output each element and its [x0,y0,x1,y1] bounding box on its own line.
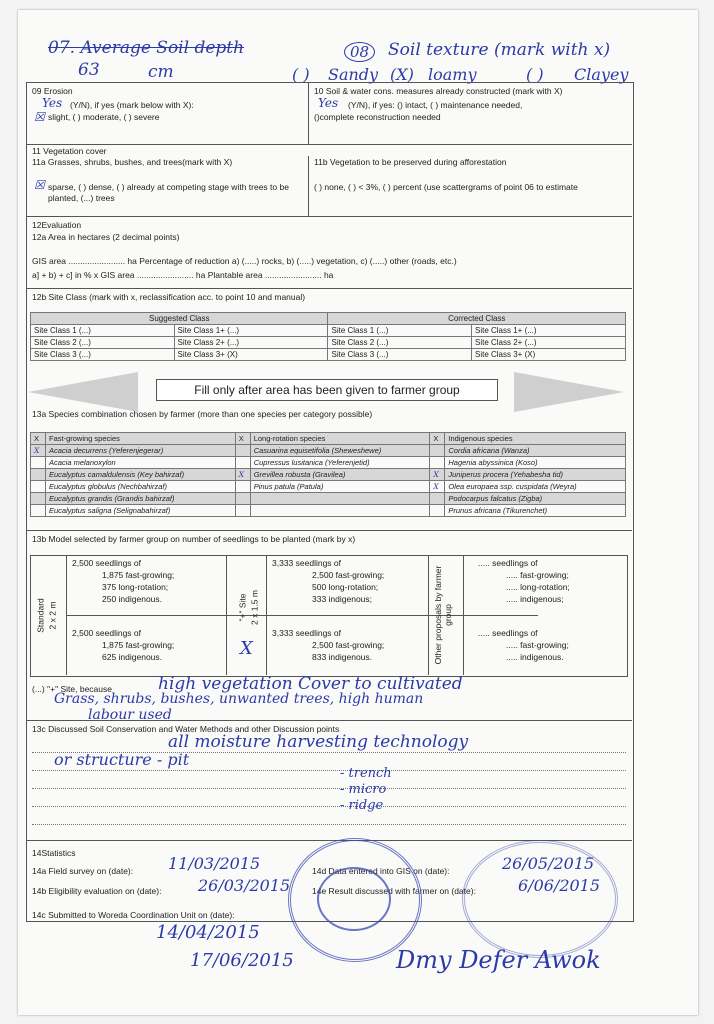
q08-label: Soil texture (mark with x) [388,40,611,60]
other-a-line: ..... long-rotation; [506,582,570,592]
loamy-option: loamy [428,65,477,84]
std-a-line: 375 long-rotation; [102,582,169,592]
q07-value: 63 [78,60,100,80]
q07-unit: cm [148,62,174,82]
species-cell [250,505,430,517]
species-cell: Juniperus procera (Yehabesha tid) [445,469,626,481]
other-b-line: ..... fast-growing; [506,640,569,650]
sparse-mark: ☒ [34,178,45,192]
result-discussed-date: 6/06/2015 [518,876,601,895]
soil-water-title: 10 Soil & water cons. measures already constructed (mark with X) [314,86,563,96]
vegetation-b-title: 11b Vegetation to be preserved during afforestation [314,157,507,167]
erosion-slight-mark: ☒ [34,110,45,124]
discussed-line4: - micro [340,782,387,797]
species-cell: Olea europaea ssp. cuspidata (Weyra) [445,481,626,493]
species-mark [31,493,46,505]
plus-a-line: 333 indigenous; [312,594,373,604]
plus-b-line: 833 indigenous. [312,652,373,662]
other-a-line: ..... fast-growing; [506,570,569,580]
site-class-cell: Site Class 2 (...) [328,337,472,349]
discussed-line5: - ridge [340,798,384,813]
plus-site-spacing: 2 x 1.5 m [249,590,260,625]
site-class-cell: Site Class 1+ (...) [174,325,328,337]
statistics-title: 14Statistics [32,848,76,858]
species-cell: Hagenia abyssinica (Koso) [445,457,626,469]
species-mark [235,445,250,457]
species-header: Long-rotation species [250,433,430,445]
q08-number: 08 [344,42,375,62]
species-mark [235,493,250,505]
site-class-cell: Site Class 3+ (X) [174,349,328,361]
species-mark [430,445,445,457]
site-class-table [30,312,626,361]
plus-site-because-text3: labour used [88,707,172,723]
species-cell: Eucalyptus grandis (Grandis bahirzaf) [46,493,236,505]
species-cell [250,493,430,505]
plus-b-line: 3,333 seedlings of [272,628,341,638]
other-b-line: ..... seedlings of [478,628,538,638]
discussed-title: 13c Discussed Soil Conservation and Water Methods and other Discussion points [32,724,340,734]
sandy-option: Sandy [328,65,379,84]
species-cell: Acacia melanoxylon [46,457,236,469]
site-class-cell: Site Class 1 (...) [328,325,472,337]
site-class-cell: Site Class 2 (...) [31,337,175,349]
discussed-line3: - trench [340,766,392,781]
other-proposals-label: Other proposals by farmer group [433,565,453,665]
plantable-area-line: a] + b) + c] in % x GIS area ........................ ha Plantable area ........................ ha [32,270,334,280]
std-b-line: 2,500 seedlings of [72,628,141,638]
footer-date-2: 17/06/2015 [190,950,294,971]
discussed-line2: or structure - pit [54,750,190,769]
plus-site-because-text: high vegetation Cover to cultivated [158,674,463,694]
soil-water-answer: Yes [318,96,339,110]
species-header: X [430,433,445,445]
species-mark [430,505,445,517]
vegetation-title: 11 Vegetation cover [32,146,107,156]
evaluation-title: 12Evaluation [32,220,82,230]
soil-water-line1: (Y/N), if yes: () intact, ( ) maintenance needed, [348,100,523,110]
plus-site-mark: X [240,638,253,659]
plus-b-line: 2,500 fast-growing; [312,640,385,650]
species-cell: Eucalyptus globulus (Nechbahirzaf) [46,481,236,493]
gis-entry-label: 14d Data entered into GIS on (date): [312,866,450,876]
species-mark [31,457,46,469]
species-mark [235,457,250,469]
std-a-line: 2,500 seedlings of [72,558,141,568]
species-header: X [235,433,250,445]
standard-label: Standard [35,598,46,633]
result-discussed-label: 14e Result discussed with farmer on (date): [312,886,476,896]
loamy-bracket: (X) [390,65,414,84]
eligibility-label: 14b Eligibility evaluation on (date): [32,886,162,896]
species-cell: Eucalyptus saligna (Selignabahirzaf) [46,505,236,517]
field-survey-label: 14a Field survey on (date): [32,866,134,876]
std-b-line: 1,875 fast-growing; [102,640,175,650]
vegetation-a-text: sparse, ( ) dense, ( ) already at competing stage with trees to be planted, (...) trees [48,182,289,203]
footer-date-1: 14/04/2015 [156,922,260,943]
plus-site-because-text2: Grass, shrubs, bushes, unwanted trees, high human [54,691,424,707]
species-mark [235,481,250,493]
plus-a-line: 500 long-rotation; [312,582,379,592]
other-b-line: ..... indigenous. [506,652,564,662]
species-mark: X [430,469,445,481]
species-header: Indigenous species [445,433,626,445]
banner-left-arrow [28,372,138,412]
site-class-cell: Site Class 3 (...) [328,349,472,361]
model-title: 13b Model selected by farmer group on number of seedlings to be planted (mark by x) [32,534,356,544]
species-cell: Prunus africana (Tikurenchet) [445,505,626,517]
species-mark: X [235,469,250,481]
field-survey-date: 11/03/2015 [168,854,261,873]
eligibility-date: 26/03/2015 [198,876,291,895]
species-mark [430,493,445,505]
species-cell: Pinus patula (Patula) [250,481,430,493]
species-mark: X [31,445,46,457]
soil-water-line2: ()complete reconstruction needed [314,112,441,122]
plus-site-label: "+" Site [237,593,248,622]
plus-site-because-label: (...) "+" Site, because [32,684,112,694]
official-stamp [288,838,422,962]
other-a-line: ..... seedlings of [478,558,538,568]
species-mark [430,457,445,469]
submitted-label: 14c Submitted to Woreda Coordination Unit on (date): [32,910,235,920]
gis-area-line: GIS area ........................ ha Percentage of reduction a) (.....) rocks, b) (.....) vegetation, c) (.....) other (roads, etc.) [32,256,457,266]
gis-entry-date: 26/05/2015 [502,854,595,873]
std-b-line: 625 indigenous. [102,652,163,662]
species-mark [31,505,46,517]
species-header: Fast-growing species [46,433,236,445]
species-header: X [31,433,46,445]
site-class-cell: Site Class 3 (...) [31,349,175,361]
site-class-cell: Site Class 1+ (...) [471,325,625,337]
suggested-class-header: Suggested Class [31,313,328,325]
erosion-line1: (Y/N), if yes (mark below with X): [70,100,194,110]
plus-a-line: 3,333 seedlings of [272,558,341,568]
vegetation-b-text: ( ) none, ( ) < 3%, ( ) percent (use scattergrams of point 06 to estimate [314,182,578,192]
clayey-bracket: ( ) [526,65,544,84]
banner-text: Fill only after area has been given to farmer group [156,379,498,401]
species-cell: Cupressus lusitanica (Yeferenjetid) [250,457,430,469]
official-stamp-secondary [462,840,618,958]
vegetation-a-title: 11a Grasses, shrubs, bushes, and trees(mark with X) [32,157,233,167]
species-mark [235,505,250,517]
banner-right-arrow [514,372,624,412]
site-class-title: 12b Site Class (mark with x, reclassification acc. to point 10 and manual) [32,292,306,302]
site-class-cell: Site Class 2+ (...) [174,337,328,349]
corrected-class-header: Corrected Class [328,313,626,325]
q07-label: 07. Average Soil depth [48,38,245,58]
species-mark [31,481,46,493]
clayey-option: Clayey [574,65,629,84]
species-title: 13a Species combination chosen by farmer (more than one species per category possible) [32,409,373,419]
species-table [30,432,626,517]
survey-form-page [18,10,698,1015]
discussed-line1: all moisture harvesting technology [168,732,469,752]
species-cell: Cordia africana (Wanza) [445,445,626,457]
evaluation-a-title: 12a Area in hectares (2 decimal points) [32,232,180,242]
species-cell: Eucalyptus camaldulensis (Key bahirzaf) [46,469,236,481]
erosion-line2: slight, ( ) moderate, ( ) severe [48,112,160,122]
std-a-line: 250 indigenous. [102,594,163,604]
site-class-cell: Site Class 2+ (...) [471,337,625,349]
sandy-bracket: ( ) [292,65,310,84]
std-a-line: 1,875 fast-growing; [102,570,175,580]
plus-a-line: 2,500 fast-growing; [312,570,385,580]
site-class-cell: Site Class 3+ (X) [471,349,625,361]
standard-spacing: 2 x 2 m [47,601,58,630]
erosion-answer: Yes [42,96,63,110]
species-cell: Podocarpus falcatus (Zigba) [445,493,626,505]
other-a-line: ..... indigenous; [506,594,564,604]
signature: Dmy Defer Awok [396,946,601,974]
species-cell: Acacia decurrens (Yeferenjegerar) [46,445,236,457]
species-mark [31,469,46,481]
site-class-cell: Site Class 1 (...) [31,325,175,337]
erosion-title: 09 Erosion [32,86,73,96]
species-cell: Casuarina equisetifolia (Sheweshewe) [250,445,430,457]
species-cell: Grevillea robusta (Gravilea) [250,469,430,481]
species-mark: X [430,481,445,493]
